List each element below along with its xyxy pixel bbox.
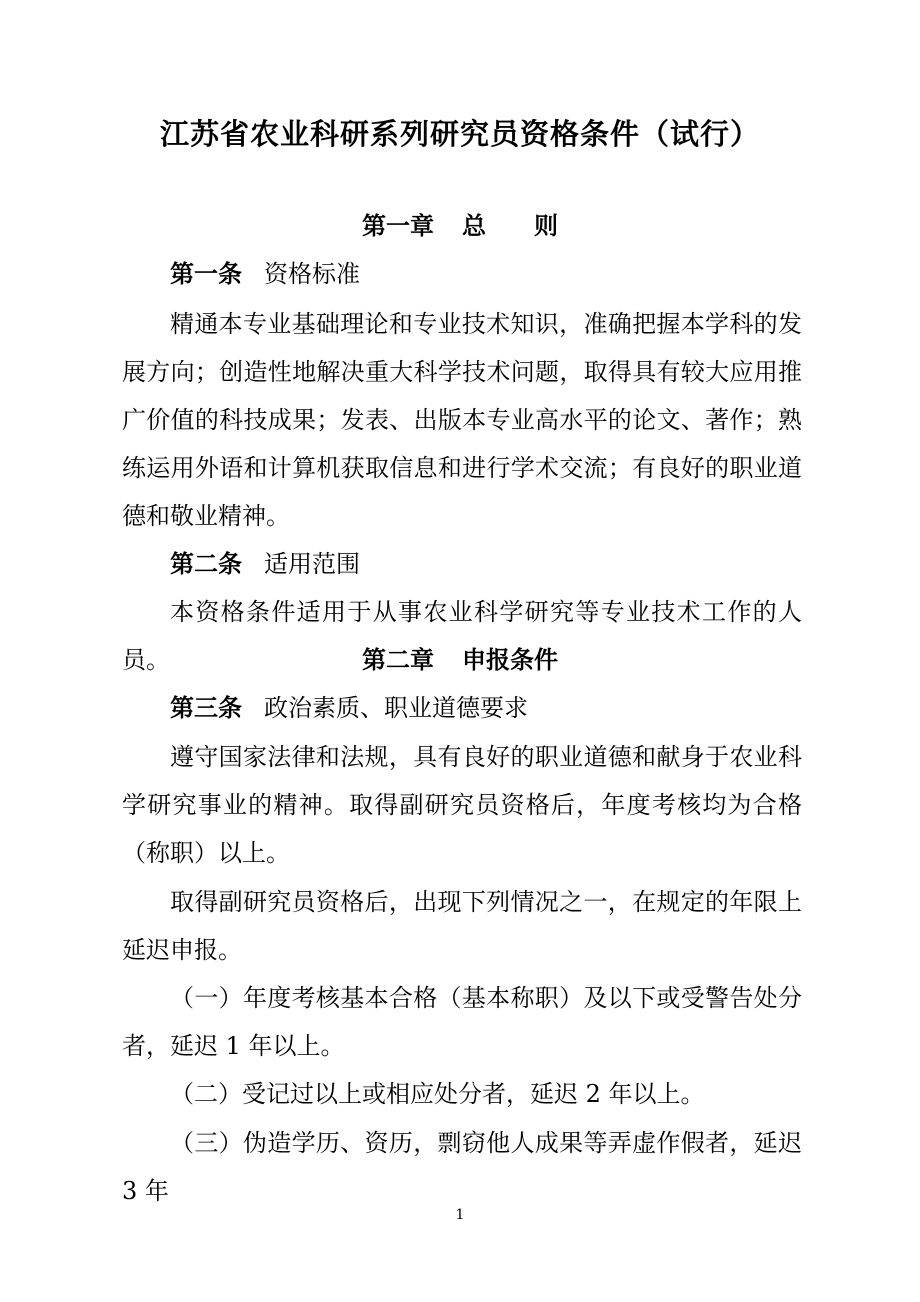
article3-paragraph-1: 遵守国家法律和法规，具有良好的职业道德和献身于农业科学研究事业的精神。取得副研究员资格后，年度考核均为合格（称职）以上。 xyxy=(122,743,802,867)
chapter-label: 第二章 xyxy=(362,645,434,674)
article2-paragraph: 本资格条件适用于从事农业科学研究等专业技术工作的人员。 xyxy=(122,598,802,674)
article-number: 第一条 xyxy=(170,259,242,288)
article-title: 适用范围 xyxy=(264,550,360,578)
article-heading-3 xyxy=(170,688,528,728)
chapter-label: 第一章 xyxy=(362,211,434,240)
article-heading-2 xyxy=(170,544,360,584)
article-title: 政治素质、职业道德要求 xyxy=(264,694,528,722)
article-title: 资格标准 xyxy=(264,260,360,288)
article-heading-1 xyxy=(170,254,360,294)
document-title: 江苏省农业科研系列研究员资格条件（试行） xyxy=(159,117,760,151)
list-item-1: （一）年度考核基本合格（基本称职）及以下或受警告处分者，延迟 1 年以上。 xyxy=(122,984,802,1060)
chapter-name: 申报条件 xyxy=(462,645,558,674)
page-number: 1 xyxy=(455,1207,465,1223)
chapter-heading-1 xyxy=(0,206,920,246)
article3-paragraph-2: 取得副研究员资格后，出现下列情况之一，在规定的年限上延迟申报。 xyxy=(122,888,802,964)
article-number: 第三条 xyxy=(170,693,242,722)
chapter-heading-2 xyxy=(0,640,920,680)
list-item-2: （二）受记过以上或相应处分者，延迟 2 年以上。 xyxy=(170,1080,705,1108)
chapter-name: 总 则 xyxy=(462,211,558,240)
list-item-3: （三）伪造学历、资历，剽窃他人成果等弄虚作假者，延迟 3 年 xyxy=(122,1129,802,1205)
article1-paragraph: 精通本专业基础理论和专业技术知识，准确把握本学科的发展方向；创造性地解决重大科学技术问题，取得具有较大应用推广价值的科技成果；发表、出版本专业高水平的论文、著作；熟练运用外语和计算机获取信息和进行学术交流；有良好的职业道德和敬业精神。 xyxy=(122,310,802,530)
article-number: 第二条 xyxy=(170,549,242,578)
